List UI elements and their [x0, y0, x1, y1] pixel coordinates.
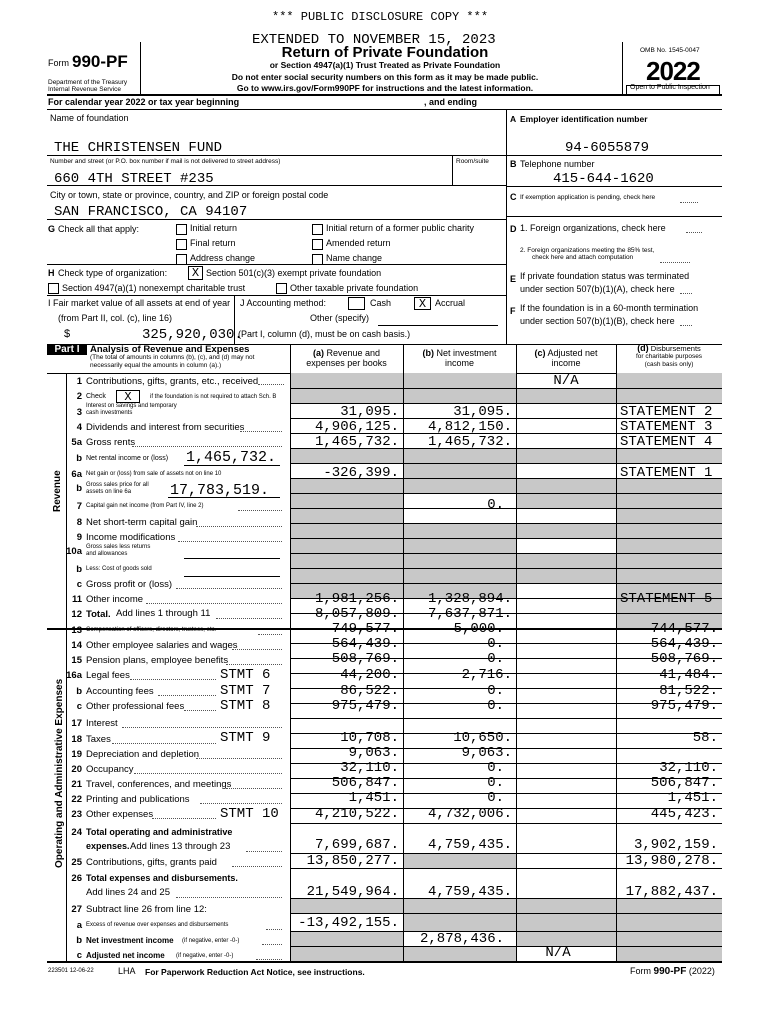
line-6a-a: -326,399. — [323, 465, 399, 481]
col-a-header-2: expenses per books — [306, 358, 387, 368]
line-18-a: 10,708. — [340, 730, 399, 746]
line-23-b: 4,732,006. — [427, 806, 512, 822]
line-26-a: 21,549,964. — [306, 884, 399, 900]
line-22: 22 Printing and publications — [71, 794, 190, 805]
line-23-stmt[interactable]: STMT 10 — [220, 806, 279, 822]
line-7-b: 0. — [487, 497, 504, 513]
row-rule — [290, 853, 722, 854]
line-23-a: 4,210,522. — [314, 806, 399, 822]
line-6a-stmt[interactable]: STATEMENT 1 — [620, 465, 713, 481]
line-19-a: 9,063. — [348, 745, 399, 761]
row-rule — [290, 808, 722, 809]
line-18: 18 Taxes — [71, 734, 111, 745]
row-rule — [290, 463, 722, 464]
row-rule — [290, 898, 722, 899]
street-address: 660 4TH STREET #235 — [54, 171, 214, 187]
tax-year: 2022 — [646, 56, 700, 86]
line-19-b: 9,063. — [461, 745, 512, 761]
line-6b-label-2: assets on line 6a — [86, 489, 132, 495]
line-2: 2 Check — [76, 391, 106, 402]
line-16a: 16a Legal fees — [66, 670, 130, 681]
line-12-b: 7,637,871. — [427, 606, 512, 622]
col-c-header: (c) Adjusted net — [534, 348, 598, 358]
phone-letter: B — [510, 159, 517, 169]
line-25: 25 Contributions, gifts, grants paid — [71, 857, 217, 868]
line-27b-b: 2,878,436. — [419, 931, 504, 947]
g-label: Check all that apply: — [58, 224, 140, 234]
form-label: Form — [48, 58, 69, 68]
footer-form-ref: Form 990-PF (2022) — [630, 966, 715, 977]
row-rule — [290, 598, 722, 599]
line-21-b: 0. — [487, 775, 504, 791]
other-taxable-label: Other taxable private foundation — [290, 283, 419, 293]
line-10c: c Gross profit or (loss) — [76, 579, 173, 590]
h-label: Check type of organization: — [58, 268, 168, 278]
part-1-tag: Part I — [47, 344, 87, 355]
line-10a: 10a — [66, 546, 82, 557]
line-1: 1 Contributions, gifts, grants, etc., received — [76, 376, 259, 387]
line-1-c: N/A — [553, 373, 579, 389]
line-15: 15 Pension plans, employee benefits — [71, 655, 229, 666]
foreign-85-label: 2. Foreign organizations meeting the 85% test, — [520, 247, 655, 254]
row-rule — [290, 868, 722, 869]
h-letter: H — [48, 268, 55, 278]
line-24-d: 3,902,159. — [633, 837, 718, 853]
e-label-1: If private foundation status was terminated — [520, 271, 690, 281]
line-24-b: 4,759,435. — [427, 837, 512, 853]
phone-label: Telephone number — [520, 159, 595, 169]
row-rule — [290, 658, 722, 659]
line-16c-d: 975,479. — [650, 698, 718, 714]
accrual-checkbox[interactable]: X — [414, 297, 431, 310]
accrual-label: Accrual — [435, 298, 466, 308]
line-20-b: 0. — [487, 760, 504, 776]
line-5a-a: 1,465,732. — [314, 434, 399, 450]
line-5b: b Net rental income or (loss) — [76, 453, 169, 464]
line-15-a: 508,769. — [331, 651, 399, 667]
cash-checkbox[interactable] — [348, 297, 365, 310]
row-rule — [290, 913, 722, 914]
line-15-d: 508,769. — [650, 651, 718, 667]
f-label-1: If the foundation is in a 60-month termination — [520, 303, 699, 313]
line-18-stmt[interactable]: STMT 9 — [220, 730, 271, 746]
phone-value: 415-644-1620 — [553, 171, 654, 187]
line-27c: c Adjusted net income — [76, 950, 165, 961]
exemption-pending-label: If exemption application is pending, check here — [520, 194, 656, 201]
other-method-input[interactable] — [378, 325, 498, 326]
col-c-header-2: income — [551, 358, 581, 368]
col-d-header-2: for charitable purposes — [635, 353, 703, 360]
line-24: 24 Total operating and administrative — [71, 827, 233, 838]
line-17: 17 Interest — [71, 718, 118, 729]
f-letter: F — [510, 306, 516, 316]
line-20: 20 Occupancy — [71, 764, 134, 775]
line-16b-stmt[interactable]: STMT 7 — [220, 683, 271, 699]
form-title: Return of Private Foundation — [281, 44, 489, 61]
line-10a-label-2: and allowances — [86, 551, 128, 557]
footer-code: 223501 12-06-22 — [48, 968, 94, 974]
col-a-header: (a) Revenue and — [312, 348, 381, 358]
final-return-checkbox[interactable] — [176, 239, 187, 250]
former-charity-label: Initial return of a former public charity — [326, 223, 475, 233]
row-rule — [290, 508, 722, 509]
foundation-name: THE CHRISTENSEN FUND — [54, 140, 223, 156]
line-14-d: 564,439. — [650, 636, 718, 652]
row-rule — [290, 793, 722, 794]
col-d-header: (d) Disbursements — [637, 343, 701, 353]
row-rule — [290, 478, 722, 479]
line-27c-c: N/A — [545, 945, 571, 961]
line-6b: b — [76, 483, 82, 494]
line-11-a: 1,981,256. — [314, 591, 399, 607]
row-rule — [290, 778, 722, 779]
omb-number: OMB No. 1545-0047 — [640, 47, 700, 54]
line-3: 3 — [76, 407, 82, 418]
other-taxable-checkbox[interactable] — [276, 283, 287, 294]
line-22-d: 1,451. — [667, 790, 718, 806]
row-rule — [290, 748, 722, 749]
line-20-d: 32,110. — [659, 760, 718, 776]
city-state-zip: SAN FRANCISCO, CA 94107 — [54, 204, 248, 220]
line-8: 8 Net short-term capital gain — [76, 517, 198, 528]
former-charity-checkbox[interactable] — [312, 224, 323, 235]
line-7: 7 Capital gain net income (from Part IV, line 2) — [76, 501, 204, 512]
line-27a: a Excess of revenue over expenses and disbursements — [76, 920, 229, 931]
cash-label: Cash — [370, 298, 392, 308]
irs-service: Internal Revenue Service — [48, 86, 121, 93]
line-4-a: 4,906,125. — [314, 419, 399, 435]
c-letter: C — [510, 192, 517, 202]
line-13-b: 5,000. — [453, 621, 504, 637]
cash-basis-note: (Part I, column (d), must be on cash basis.) — [238, 329, 411, 339]
line-25-d: 13,980,278. — [625, 853, 718, 869]
line-12-label-2: Add lines 1 through 11 — [116, 608, 211, 619]
paperwork-notice: For Paperwork Reduction Act Notice, see instructions. — [145, 967, 365, 977]
row-rule — [290, 823, 722, 824]
line-2-label-2: if the foundation is not required to attach Sch. B — [150, 394, 277, 400]
row-rule — [290, 538, 722, 539]
fmv-dollar: $ — [64, 328, 71, 340]
part-1-title: Analysis of Revenue and Expenses — [90, 344, 250, 355]
line-11: 11 Other income — [71, 594, 144, 605]
open-to-public: Open to Public Inspection — [630, 84, 710, 91]
line-24-a: 7,699,687. — [314, 837, 399, 853]
line-3-label: Interest on savings and temporary — [86, 403, 177, 409]
revenue-side-label: Revenue — [52, 470, 63, 512]
foreign-85-label-2: check here and attach computation — [532, 254, 634, 261]
line-10b: b Less: Cost of goods sold — [76, 564, 152, 575]
line-16a-stmt[interactable]: STMT 6 — [220, 667, 271, 683]
ein-label: Employer identification number — [520, 114, 648, 124]
line-20-a: 32,110. — [340, 760, 399, 776]
fmv-label-2: (from Part II, col. (c), line 16) — [58, 313, 173, 323]
d-letter: D — [510, 224, 517, 234]
line-16b-b: 0. — [487, 683, 504, 699]
line-9: 9 Income modifications — [76, 532, 176, 543]
row-rule — [290, 733, 722, 734]
e-letter: E — [510, 274, 517, 284]
instructions-link[interactable]: Go to www.irs.gov/Form990PF for instructions and the latest information. — [236, 83, 534, 93]
line-3-stmt[interactable]: STATEMENT 2 — [620, 404, 713, 420]
line-11-b: 1,328,894. — [427, 591, 512, 607]
col-b-header-2: income — [444, 358, 474, 368]
line-5b-inline: 1,465,732. — [186, 449, 277, 466]
line-12: 12 Total. — [71, 609, 111, 620]
line-4: 4 Dividends and interest from securities — [76, 422, 245, 433]
line-19: 19 Depreciation and depletion — [71, 749, 200, 760]
line-13-a: 749,577. — [331, 621, 399, 637]
line-15-b: 0. — [487, 651, 504, 667]
foreign-org-label: 1. Foreign organizations, check here — [520, 223, 666, 233]
row-rule — [290, 946, 722, 947]
line-22-a: 1,451. — [348, 790, 399, 806]
city-label: City or town, state or province, country, and ZIP or foreign postal code — [50, 190, 329, 200]
row-rule — [290, 553, 722, 554]
line-23-d: 445,423. — [650, 806, 718, 822]
row-rule — [290, 583, 722, 584]
row-rule — [290, 493, 722, 494]
row-rule — [290, 418, 722, 419]
name-change-label: Name change — [326, 253, 383, 263]
and-ending-label: , and ending — [424, 97, 477, 107]
line-21-d: 506,847. — [650, 775, 718, 791]
line-3-label-2: cash investments — [86, 410, 133, 416]
row-rule — [290, 433, 722, 434]
row-rule — [290, 718, 722, 719]
ssn-notice: Do not enter social security numbers on this form as it may be made public. — [231, 72, 539, 82]
department: Department of the Treasury — [48, 79, 128, 86]
line-13-d: 744,577. — [650, 621, 718, 637]
lha-label: LHA — [118, 966, 136, 976]
line-16b-a: 86,522. — [340, 683, 399, 699]
accounting-method-label: J Accounting method: — [240, 298, 327, 308]
line-14-a: 564,439. — [331, 636, 399, 652]
line-16c-b: 0. — [487, 698, 504, 714]
row-rule — [290, 703, 722, 704]
line-16a-b: 2,716. — [461, 667, 512, 683]
line-16b-d: 81,522. — [659, 683, 718, 699]
calendar-year-label: For calendar year 2022 or tax year beginning — [48, 97, 240, 107]
final-return-label: Final return — [190, 238, 236, 248]
line-16b: b Accounting fees — [76, 686, 154, 697]
f-label-2: under section 507(b)(1)(B), check here — [520, 316, 675, 326]
line-14-b: 0. — [487, 636, 504, 652]
address-change-label: Address change — [190, 253, 256, 263]
row-rule — [290, 763, 722, 764]
line-4-b: 4,812,150. — [427, 419, 512, 435]
line-3-b: 31,095. — [453, 404, 512, 420]
initial-return-checkbox[interactable] — [176, 224, 187, 235]
line-27a-a: -13,492,155. — [298, 915, 399, 931]
amended-return-checkbox[interactable] — [312, 239, 323, 250]
line-16c-a: 975,479. — [331, 698, 399, 714]
line-27c-label-2: (if negative, enter -0-) — [176, 953, 234, 959]
line-21: 21 Travel, conferences, and meetings — [71, 779, 232, 790]
line-25-a: 13,850,277. — [306, 853, 399, 869]
fmv-value: 325,920,030. — [142, 327, 243, 343]
line-12-a: 8,057,809. — [314, 606, 399, 622]
line-24-label-3: Add lines 13 through 23 — [130, 841, 231, 852]
line-5a-stmt[interactable]: STATEMENT 4 — [620, 434, 713, 450]
amended-return-label: Amended return — [326, 238, 391, 248]
expenses-side-label: Operating and Administrative Expenses — [54, 678, 65, 868]
line-18-d: 58. — [692, 730, 718, 746]
row-rule — [290, 568, 722, 569]
row-rule — [290, 388, 722, 389]
501c3-label: Section 501(c)(3) exempt private foundation — [206, 268, 382, 278]
line-27b: b Net investment income — [76, 935, 174, 946]
sch-b-checkbox[interactable]: X — [116, 390, 140, 403]
ein-letter: A — [510, 114, 517, 124]
line-22-b: 0. — [487, 790, 504, 806]
form-number: 990-PF — [72, 52, 128, 71]
row-rule — [290, 673, 722, 674]
row-rule — [290, 448, 722, 449]
fmv-label: I Fair market value of all assets at end of year — [48, 298, 231, 308]
line-5a: 5a Gross rents — [71, 437, 136, 448]
row-rule — [290, 523, 722, 524]
col-b-header: (b) Net investment — [422, 348, 497, 358]
name-label: Name of foundation — [50, 113, 129, 123]
line-26-b: 4,759,435. — [427, 884, 512, 900]
room-label: Room/suite — [456, 158, 489, 165]
line-21-a: 506,847. — [331, 775, 399, 791]
row-rule — [290, 403, 722, 404]
line-27b-label-2: (if negative, enter -0-) — [182, 938, 240, 944]
e-label-2: under section 507(b)(1)(A), check here — [520, 284, 675, 294]
line-18-b: 10,650. — [453, 730, 512, 746]
line-16c-stmt[interactable]: STMT 8 — [220, 698, 271, 714]
col-d-header-3: (cash basis only) — [644, 361, 694, 368]
other-method-label: Other (specify) — [310, 313, 370, 323]
ein-value: 94-6055879 — [565, 140, 650, 156]
line-26-label-2: Add lines 24 and 25 — [86, 887, 170, 898]
501c3-checkbox[interactable]: X — [188, 266, 203, 280]
form-subtitle: or Section 4947(a)(1) Trust Treated as Private Foundation — [269, 60, 501, 70]
line-3-a: 31,095. — [340, 404, 399, 420]
row-rule — [290, 613, 722, 614]
line-10a-label: Gross sales less returns — [86, 544, 151, 550]
4947-label: Section 4947(a)(1) nonexempt charitable trust — [62, 283, 246, 293]
line-11-stmt[interactable]: STATEMENT 5 — [620, 591, 713, 607]
line-23: 23 Other expenses — [71, 809, 154, 820]
line-14: 14 Other employee salaries and wages — [71, 640, 238, 651]
line-26-d: 17,882,437. — [625, 884, 718, 900]
part-1-desc-2: necessarily equal the amounts in column (a).) — [90, 362, 222, 369]
row-rule — [290, 931, 722, 932]
initial-return-label: Initial return — [190, 223, 238, 233]
line-27: 27 Subtract line 26 from line 12: — [71, 904, 207, 915]
line-6b-inline: 17,783,519. — [170, 482, 270, 499]
line-5a-b: 1,465,732. — [427, 434, 512, 450]
public-disclosure-banner: *** PUBLIC DISCLOSURE COPY *** — [272, 10, 489, 24]
line-16a-a: 44,200. — [340, 667, 399, 683]
line-16a-d: 41,484. — [659, 667, 718, 683]
line-13: 13 Compensation of officers, directors, trustees, etc. — [71, 625, 217, 636]
line-24-label-2: expenses. — [86, 841, 130, 851]
line-26: 26 Total expenses and disbursements. — [71, 873, 238, 884]
part-1-desc-1: (The total of amounts in columns (b), (c), and (d) may not — [90, 354, 255, 361]
g-letter: G — [48, 224, 56, 234]
row-rule — [290, 643, 722, 644]
line-6a: 6a Net gain or (loss) from sale of assets not on line 10 — [71, 469, 222, 480]
row-rule — [290, 688, 722, 689]
street-label: Number and street (or P.O. box number if mail is not delivered to street address) — [50, 158, 281, 165]
line-4-stmt[interactable]: STATEMENT 3 — [620, 419, 713, 435]
line-6b-label: Gross sales price for all — [86, 482, 149, 488]
extended-notice: EXTENDED TO NOVEMBER 15, 2023 — [252, 32, 496, 48]
line-16c: c Other professional fees — [76, 701, 185, 712]
4947-checkbox[interactable] — [48, 283, 59, 294]
